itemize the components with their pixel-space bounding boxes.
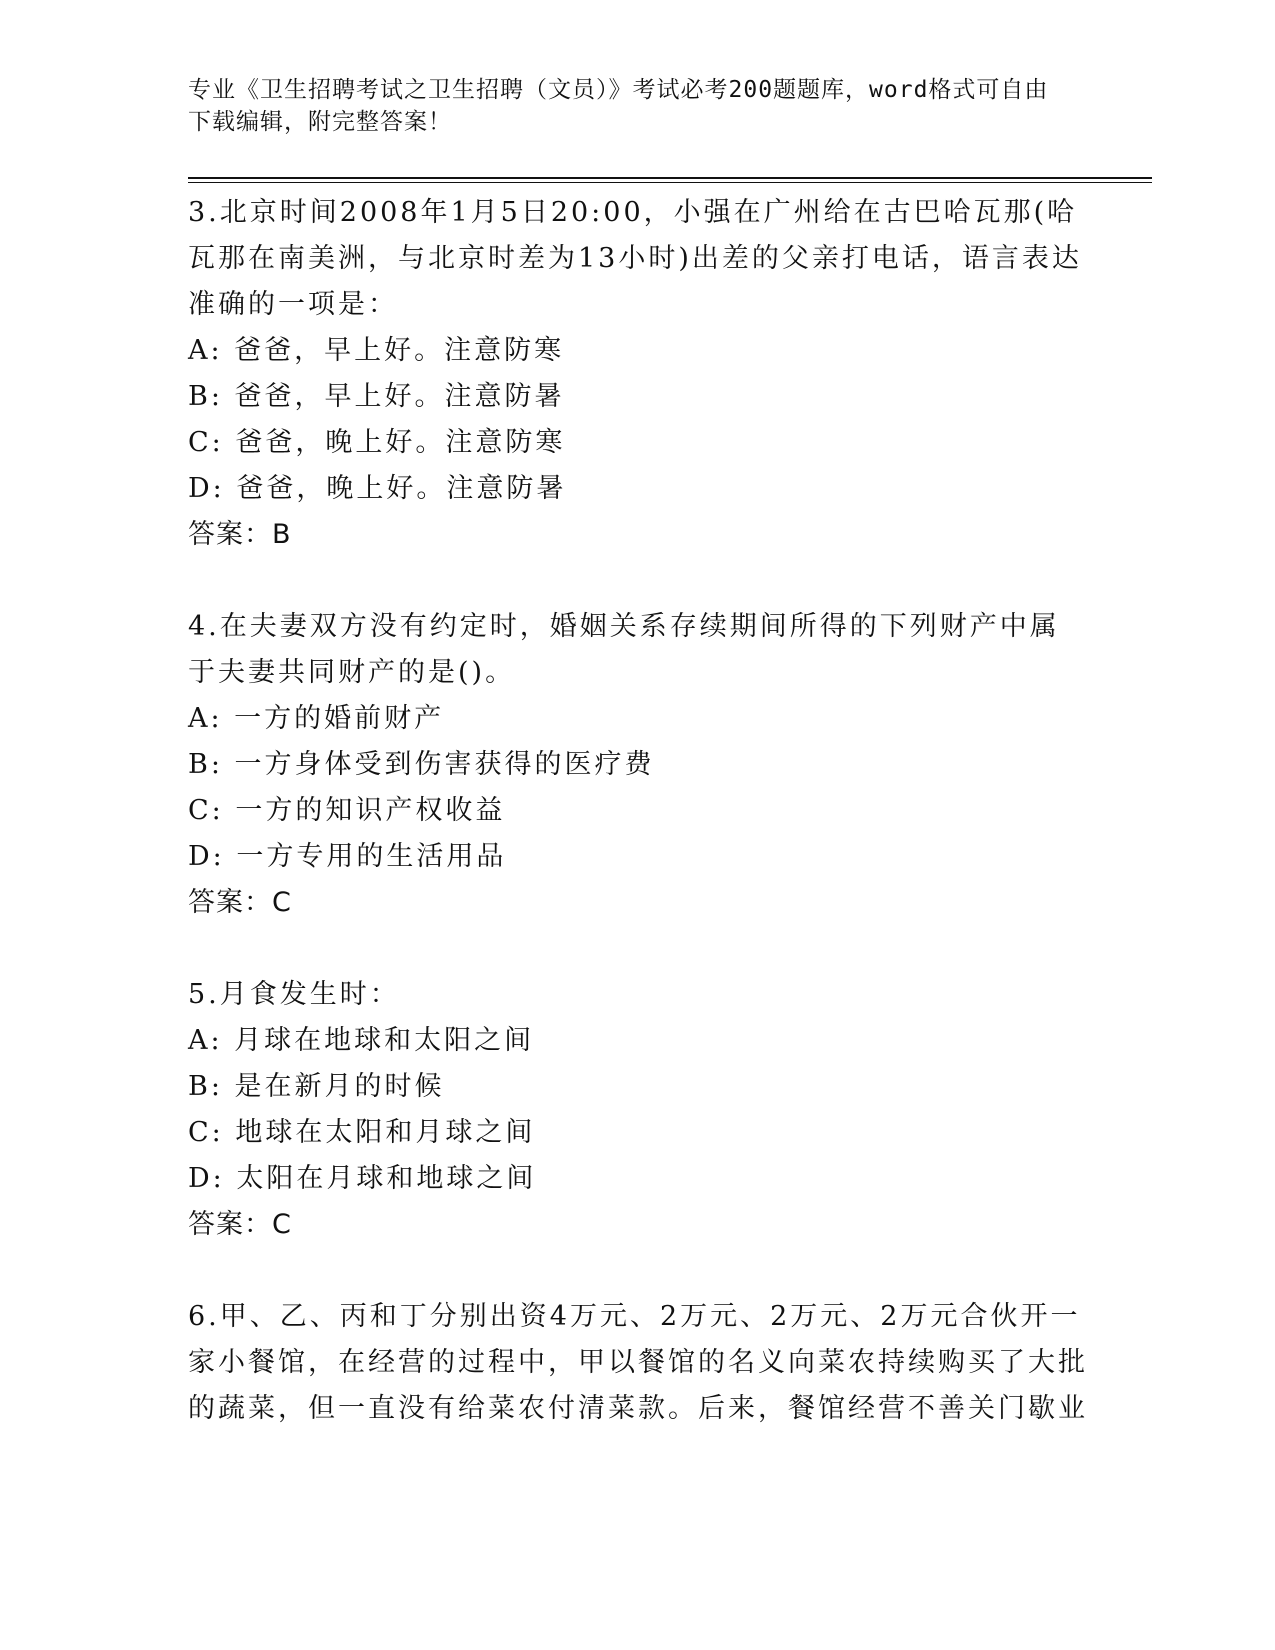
- question-text: 5.月食发生时：: [188, 979, 400, 1010]
- question-text: 3.北京时间2008年1月5日20:00，小强在广州给在古巴哈瓦那(哈瓦那在南美洲，与北京时差为13小时)出差的父亲打电话，语言表达准确的一项是：: [188, 197, 1082, 320]
- question-5: [188, 972, 1088, 1248]
- option-d: D: 一方专用的生活用品: [188, 841, 507, 872]
- option-b: B: 一方身体受到伤害获得的医疗费: [188, 749, 655, 780]
- header-divider-thin: [188, 182, 1152, 183]
- answer: 答案：B: [188, 519, 292, 550]
- question-3: [188, 190, 1088, 558]
- option-a: A: 爸爸，早上好。注意防寒: [188, 335, 565, 366]
- question-6: [188, 1294, 1088, 1432]
- question-text: 6.甲、乙、丙和丁分别出资4万元、2万元、2万元、2万元合伙开一家小餐馆，在经营的过程中，甲以餐馆的名义向菜农持续购买了大批的蔬菜，但一直没有给菜农付清菜款。后来，餐馆经营不善关门歇业: [188, 1301, 1088, 1424]
- option-c: C: 爸爸，晚上好。注意防寒: [188, 427, 566, 458]
- answer: 答案：C: [188, 887, 292, 918]
- question-text: 4.在夫妻双方没有约定时，婚姻关系存续期间所得的下列财产中属于夫妻共同财产的是()。: [188, 611, 1060, 688]
- option-d: D: 太阳在月球和地球之间: [188, 1163, 537, 1194]
- question-list: [188, 190, 1088, 1478]
- option-b: B: 爸爸，早上好。注意防暑: [188, 381, 565, 412]
- question-4: [188, 604, 1088, 926]
- document-header: 专业《卫生招聘考试之卫生招聘（文员）》考试必考200题题库，word格式可自由下载编辑，附完整答案！: [188, 77, 1049, 135]
- option-c: C: 一方的知识产权收益: [188, 795, 506, 826]
- option-a: A: 一方的婚前财产: [188, 703, 445, 734]
- option-a: A: 月球在地球和太阳之间: [188, 1025, 535, 1056]
- option-d: D: 爸爸，晚上好。注意防暑: [188, 473, 567, 504]
- option-b: B: 是在新月的时候: [188, 1071, 445, 1102]
- option-c: C: 地球在太阳和月球之间: [188, 1117, 536, 1148]
- header-divider: [188, 177, 1152, 179]
- answer: 答案：C: [188, 1209, 292, 1240]
